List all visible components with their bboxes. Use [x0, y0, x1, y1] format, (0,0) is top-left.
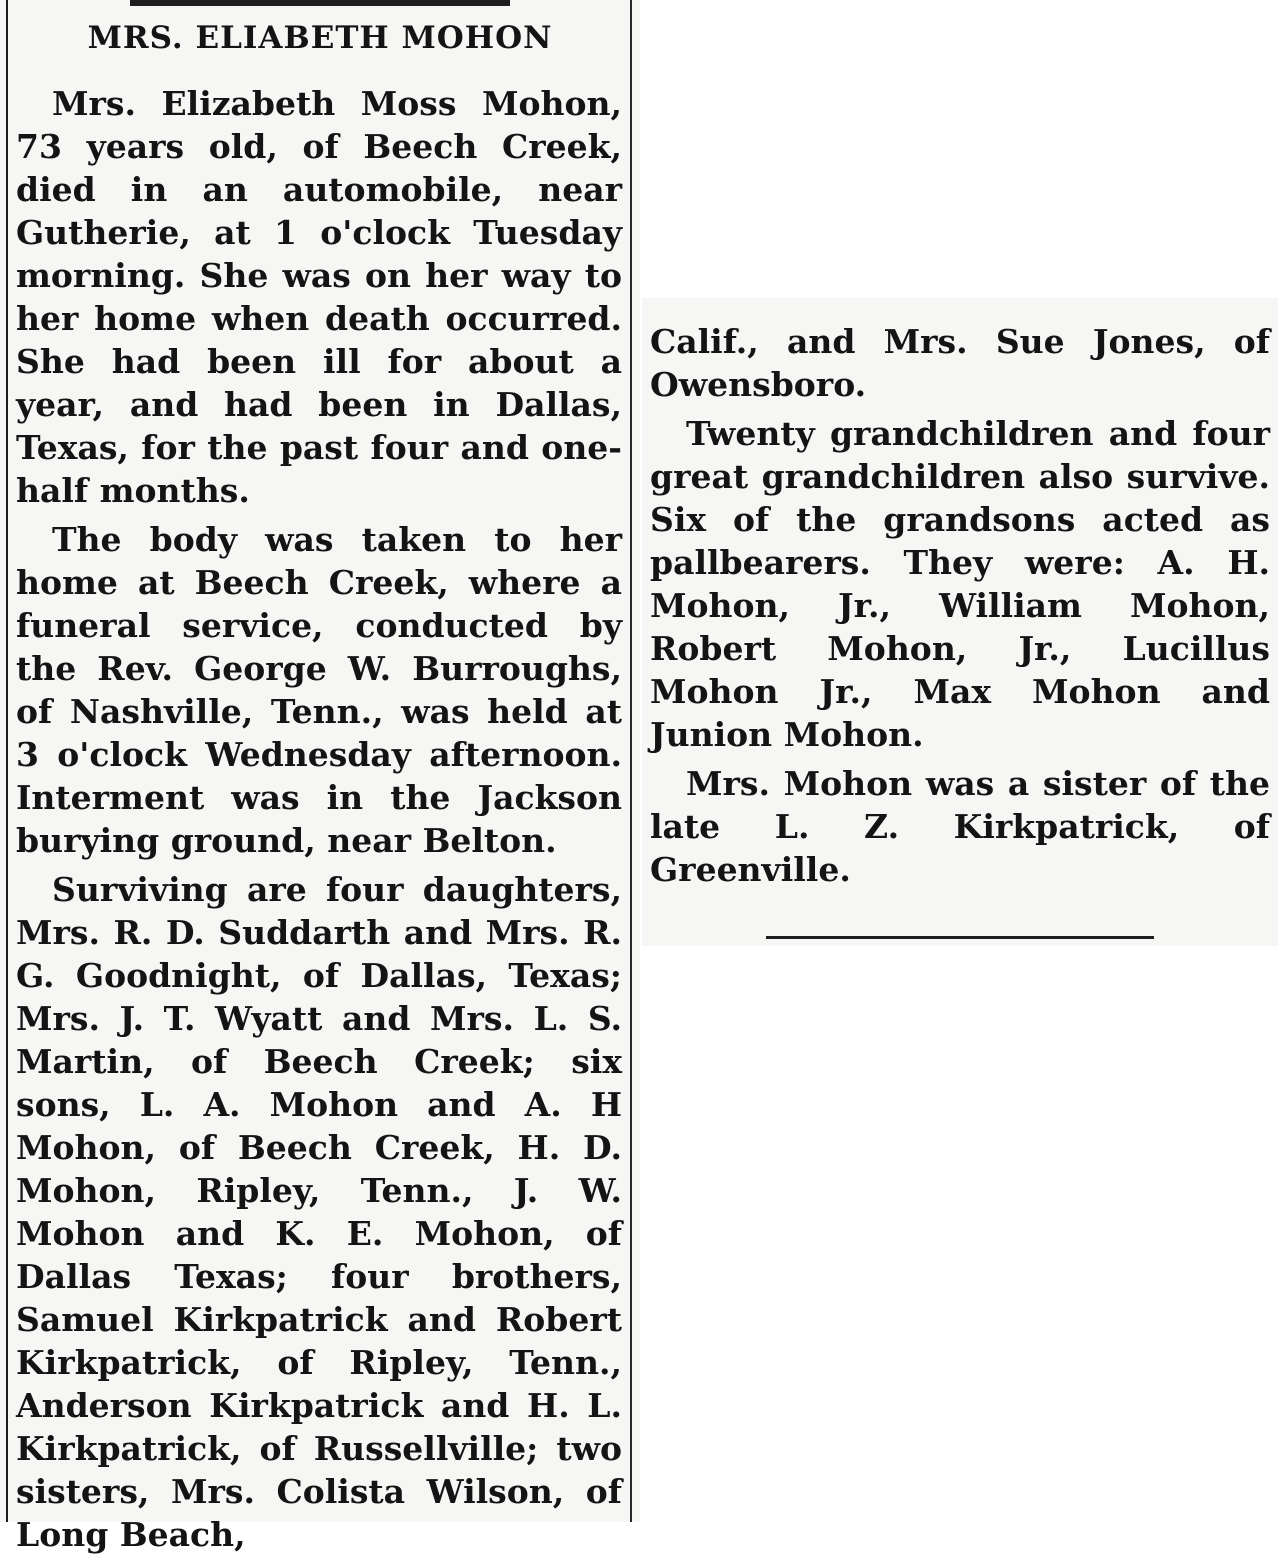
article-headline: MRS. ELIABETH MOHON: [87, 20, 553, 56]
column-rule-right: [630, 0, 632, 1522]
left-column: [16, 82, 622, 1562]
paragraph-death-notice: Mrs. Elizabeth Moss Mohon, 73 years old, of Beech Creek, died in an automobile, near Gutherie, at 1 o'clock Tuesday morning. She was on her way to her home when death occurred. She had been ill for about a year, and had been in Dallas, Texas, for the past four and one-half months.: [16, 84, 622, 510]
top-rule: [130, 0, 510, 6]
paragraph-survivors: Surviving are four daughters, Mrs. R. D. Suddarth and Mrs. R. G. Goodnight, of Dallas, Texas; Mrs. J. T. Wyatt and Mrs. L. S. Martin, of Beech Creek; six sons, L. A. Mohon and A. H Mohon, of Beech Creek, H. D. Mohon, Ripley, Tenn., J. W. Mohon and K. E. Mohon, of Dallas Texas; four brothers, Samuel Kirkpatrick and Robert Kirkpatrick, of Ripley, Tenn., Anderson Kirkpatrick and H. L. Kirkpatrick, of Russellville; two sisters, Mrs. Colista Wilson, of Long Beach,: [16, 870, 622, 1554]
right-column: [650, 320, 1270, 897]
column-rule-left: [6, 0, 8, 1522]
end-rule: [766, 936, 1154, 939]
paragraph-survivors-continued: Calif., and Mrs. Sue Jones, of Owensboro.: [650, 322, 1270, 404]
paragraph-grandchildren: Twenty grandchildren and four great grandchildren also survive. Six of the grandsons acted as pallbearers. They were: A. H. Mohon, Jr., William Mohon, Robert Mohon, Jr., Lucillus Mohon Jr., Max Mohon and Junion Mohon.: [650, 414, 1270, 754]
paragraph-funeral: The body was taken to her home at Beech Creek, where a funeral service, conducted by the Rev. George W. Burroughs, of Nashville, Tenn., was held at 3 o'clock Wednesday afternoon. Interment was in the Jackson burying ground, near Belton.: [16, 520, 622, 860]
paragraph-sister-note: Mrs. Mohon was a sister of the late L. Z. Kirkpatrick, of Greenville.: [650, 764, 1270, 889]
